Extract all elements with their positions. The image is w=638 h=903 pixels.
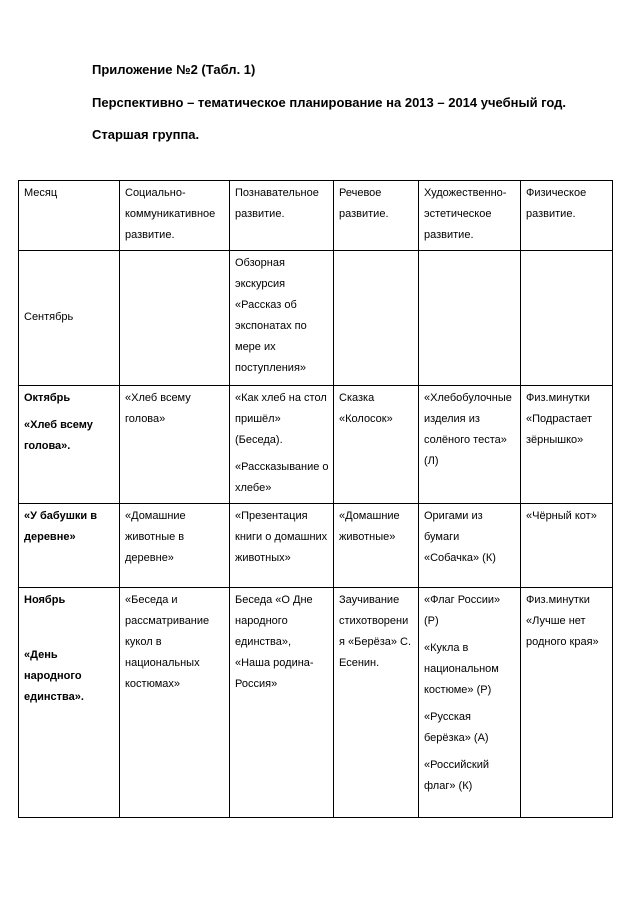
cell-physical bbox=[521, 386, 613, 504]
table-row bbox=[19, 504, 613, 588]
header-row bbox=[19, 181, 613, 251]
planning-table bbox=[18, 180, 613, 818]
cell-art bbox=[419, 386, 521, 504]
cell-art bbox=[419, 251, 521, 386]
cell-text: Октябрь bbox=[24, 392, 71, 404]
cell-text: «Флаг России» (Р) bbox=[424, 594, 501, 627]
cell-physical bbox=[521, 588, 613, 818]
cell-month bbox=[19, 504, 120, 588]
plan-title: Перспективно – тематическое планирование на 2013 – 2014 учебный год. bbox=[92, 95, 567, 110]
cell-speech bbox=[334, 386, 419, 504]
cell-text: «Российский флаг» (К) bbox=[424, 759, 489, 792]
cell-social bbox=[120, 251, 230, 386]
cell-text: «Как хлеб на стол пришёл» (Беседа). bbox=[235, 392, 327, 446]
cell-text: «Беседа и рассматривание кукол в национальных костюмах» bbox=[125, 594, 210, 690]
cell-speech bbox=[334, 588, 419, 818]
cell-physical bbox=[521, 504, 613, 588]
header-physical-label: Физическое развитие. bbox=[526, 187, 587, 220]
cell-speech bbox=[334, 251, 419, 386]
table-row bbox=[19, 386, 613, 504]
appendix-title: Приложение №2 (Табл. 1) bbox=[92, 62, 256, 77]
table-row bbox=[19, 588, 613, 818]
cell-text: «Домашние животные в деревне» bbox=[125, 510, 186, 564]
cell-text: «Презентация книги о домашних животных» bbox=[235, 510, 328, 564]
cell-social bbox=[120, 588, 230, 818]
cell-social bbox=[120, 504, 230, 588]
cell-text: «День народного единства». bbox=[24, 649, 84, 703]
cell-text: Физ.минутки «Подрастает зёрнышко» bbox=[526, 392, 592, 446]
header-cognitive-label: Познавательное развитие. bbox=[235, 187, 319, 220]
header-month-label: Месяц bbox=[24, 187, 58, 199]
cell-social bbox=[120, 386, 230, 504]
cell-cognitive bbox=[230, 504, 334, 588]
cell-text: «Русская берёзка» (А) bbox=[424, 711, 489, 744]
cell-speech bbox=[334, 504, 419, 588]
header-art-label: Художественно-эстетическое развитие. bbox=[424, 187, 507, 241]
cell-text: «Чёрный кот» bbox=[526, 510, 597, 522]
header-social-label: Социально-коммуникативное развитие. bbox=[125, 187, 216, 241]
cell-text: «Хлеб всему голова» bbox=[125, 392, 191, 425]
group-title: Старшая группа. bbox=[92, 127, 200, 142]
cell-text: «Хлеб всему голова». bbox=[24, 419, 93, 452]
cell-text: Физ.минутки «Лучше нет родного края» bbox=[526, 594, 599, 648]
header-art bbox=[419, 181, 521, 251]
cell-month bbox=[19, 251, 120, 386]
cell-text: «Рассказывание о хлебе» bbox=[235, 461, 329, 494]
cell-text: «У бабушки в деревне» bbox=[24, 510, 97, 543]
cell-text: Обзорная экскурсия «Рассказ об экспонатах по мере их поступления» bbox=[235, 257, 307, 374]
cell-text: «Кукла в национальном костюме» (Р) bbox=[424, 642, 499, 696]
cell-cognitive bbox=[230, 251, 334, 386]
cell-text: «Хлебобулочные изделия из солёного теста» (Л) bbox=[424, 392, 512, 467]
cell-physical bbox=[521, 251, 613, 386]
header-month bbox=[19, 181, 120, 251]
cell-text: Оригами из бумаги «Собачка» (К) bbox=[424, 510, 496, 564]
cell-cognitive bbox=[230, 386, 334, 504]
table-row bbox=[19, 251, 613, 386]
cell-month bbox=[19, 386, 120, 504]
cell-text: Ноябрь bbox=[24, 594, 66, 606]
cell-art bbox=[419, 504, 521, 588]
cell-text: Заучивание стихотворения «Берёза» С. Есенин. bbox=[339, 594, 412, 669]
cell-cognitive bbox=[230, 588, 334, 818]
header-physical bbox=[521, 181, 613, 251]
cell-art bbox=[419, 588, 521, 818]
header-social bbox=[120, 181, 230, 251]
cell-text: Сказка «Колосок» bbox=[339, 392, 393, 425]
header-cognitive bbox=[230, 181, 334, 251]
cell-text: «Домашние животные» bbox=[339, 510, 400, 543]
header-speech-label: Речевое развитие. bbox=[339, 187, 389, 220]
cell-text: Беседа «О Дне народного единства», «Наша родина-Россия» bbox=[235, 594, 314, 690]
cell-month bbox=[19, 588, 120, 818]
header-speech bbox=[334, 181, 419, 251]
table-body bbox=[19, 251, 613, 818]
cell-text: Сентябрь bbox=[24, 310, 74, 323]
